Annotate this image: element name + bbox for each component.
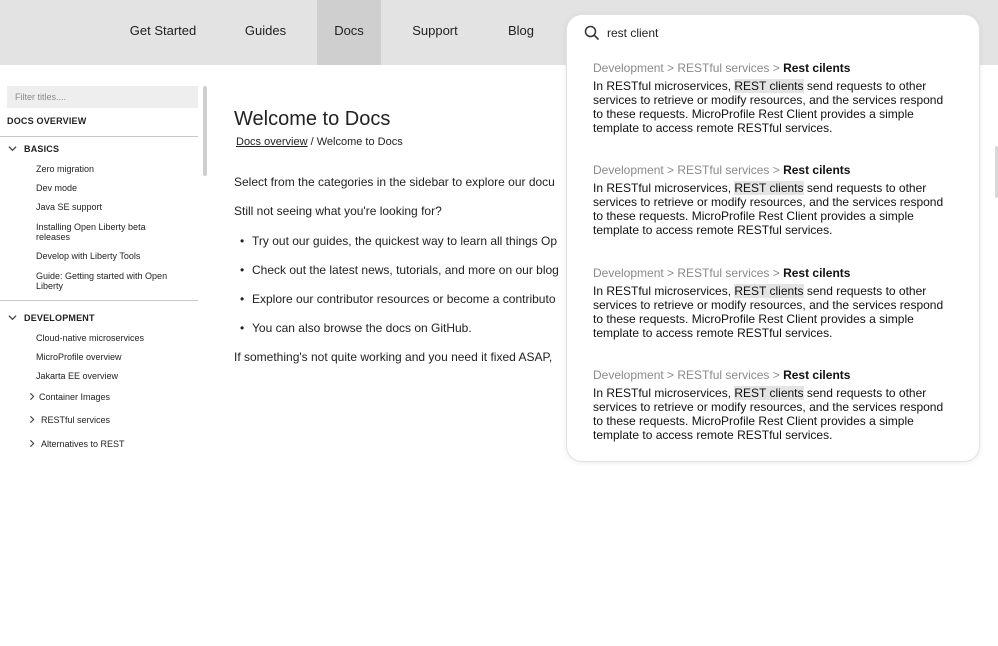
result-title: Rest cilents bbox=[783, 368, 851, 382]
breadcrumb-docs-overview-link[interactable]: Docs overview bbox=[236, 136, 308, 148]
result-snippet-start: In RESTful microservices, bbox=[593, 386, 735, 400]
bullet-dot: • bbox=[240, 234, 245, 248]
nav-get-started[interactable]: Get Started bbox=[129, 23, 197, 38]
sidebar-scrollbar[interactable] bbox=[203, 86, 207, 176]
result-snippet-end: send requests to other services to retrieve or modify resources, and the services respond to these requests. MicroProfile Rest Client provides a simple template to access remote RESTful services. bbox=[593, 181, 944, 237]
result-highlight: REST clients bbox=[734, 79, 804, 93]
sidebar-divider bbox=[0, 300, 198, 301]
page-title: Welcome to Docs bbox=[234, 108, 391, 130]
sidebar-item-liberty-tools[interactable]: Develop with Liberty Tools bbox=[36, 251, 141, 261]
nav-docs[interactable]: Docs bbox=[317, 0, 381, 65]
sidebar-group-restful-services[interactable]: RESTful services bbox=[41, 415, 111, 425]
result-title: Rest cilents bbox=[783, 266, 851, 280]
result-snippet-end: send requests to other services to retrieve or modify resources, and the services respond to these requests. MicroProfile Rest Client provides a simple template to access remote RESTful services. bbox=[593, 386, 944, 442]
bullet-github: You can also browse the docs on GitHub. bbox=[252, 321, 472, 335]
result-snippet-end: send requests to other services to retrieve or modify resources, and the services respond to these requests. MicroProfile Rest Client provides a simple template to access remote RESTful services. bbox=[593, 284, 944, 340]
docs-overview-link[interactable]: DOCS OVERVIEW bbox=[7, 116, 87, 126]
bullet-dot: • bbox=[240, 321, 245, 335]
nav-guides[interactable]: Guides bbox=[244, 23, 287, 38]
sidebar-item-cloud-native[interactable]: Cloud-native microservices bbox=[36, 333, 145, 343]
result-path: Development > RESTful services > bbox=[593, 368, 784, 382]
chevron-down-icon[interactable] bbox=[8, 144, 17, 155]
sidebar-divider bbox=[0, 136, 198, 137]
search-result[interactable] bbox=[593, 368, 945, 442]
result-snippet-start: In RESTful microservices, bbox=[593, 79, 735, 93]
chevron-right-icon[interactable] bbox=[28, 415, 36, 426]
bullet-contributor: Explore our contributor resources or become a contributo bbox=[252, 292, 556, 306]
search-dropdown bbox=[566, 14, 980, 462]
sidebar-item-java-se-support[interactable]: Java SE support bbox=[36, 202, 103, 212]
chevron-right-icon[interactable] bbox=[28, 392, 36, 403]
filter-titles-input[interactable] bbox=[7, 86, 198, 108]
sidebar-group-container-images[interactable]: Container Images bbox=[39, 392, 111, 402]
result-highlight: REST clients bbox=[734, 181, 804, 195]
sidebar-group-alternatives-to-rest[interactable]: Alternatives to REST bbox=[41, 439, 125, 449]
bullet-guides: Try out our guides, the quickest way to learn all things Op bbox=[252, 234, 558, 248]
bullet-dot: • bbox=[240, 263, 245, 277]
intro-paragraph: Select from the categories in the sidebar to explore our docu bbox=[234, 175, 555, 189]
result-highlight: REST clients bbox=[734, 284, 804, 298]
search-input[interactable] bbox=[607, 24, 947, 42]
result-snippet-end: send requests to other services to retrieve or modify resources, and the services respond to these requests. MicroProfile Rest Client provides a simple template to access remote RESTful services. bbox=[593, 79, 944, 135]
result-title: Rest cilents bbox=[783, 61, 851, 75]
result-highlight: REST clients bbox=[734, 386, 804, 400]
result-path: Development > RESTful services > bbox=[593, 61, 784, 75]
still-looking-text: Still not seeing what you're looking for? bbox=[234, 204, 442, 218]
result-path: Development > RESTful services > bbox=[593, 266, 784, 280]
search-result[interactable] bbox=[593, 266, 945, 340]
nav-support[interactable]: Support bbox=[412, 23, 458, 38]
chevron-down-icon[interactable] bbox=[8, 313, 17, 324]
breadcrumb bbox=[236, 136, 403, 148]
sidebar-item-microprofile[interactable]: MicroProfile overview bbox=[36, 352, 122, 362]
result-snippet-start: In RESTful microservices, bbox=[593, 181, 735, 195]
result-title: Rest cilents bbox=[783, 163, 851, 177]
chevron-right-icon[interactable] bbox=[28, 439, 36, 450]
sidebar-item-zero-migration[interactable]: Zero migration bbox=[36, 164, 95, 174]
search-icon bbox=[584, 25, 600, 41]
sidebar-heading-basics[interactable]: BASICS bbox=[24, 144, 60, 154]
nav-blog[interactable]: Blog bbox=[507, 23, 535, 38]
search-result[interactable] bbox=[593, 163, 945, 237]
sidebar-heading-development[interactable]: DEVELOPMENT bbox=[24, 313, 95, 323]
bullet-blog: Check out the latest news, tutorials, and more on our blog bbox=[252, 263, 559, 277]
sidebar-item-jakarta-ee[interactable]: Jakarta EE overview bbox=[36, 371, 119, 381]
result-path: Development > RESTful services > bbox=[593, 163, 784, 177]
breadcrumb-separator: / bbox=[307, 136, 317, 148]
bullet-dot: • bbox=[240, 292, 245, 306]
search-result[interactable] bbox=[593, 61, 945, 135]
result-snippet-start: In RESTful microservices, bbox=[593, 284, 735, 298]
sidebar-item-installing-beta[interactable]: Installing Open Liberty beta releases bbox=[36, 222, 146, 242]
sidebar-item-dev-mode[interactable]: Dev mode bbox=[36, 183, 78, 193]
breadcrumb-current: Welcome to Docs bbox=[316, 136, 403, 148]
sidebar-item-getting-started-guide[interactable]: Guide: Getting started with Open Liberty bbox=[36, 271, 168, 291]
help-paragraph: If something's not quite working and you need it fixed ASAP, bbox=[234, 350, 553, 364]
